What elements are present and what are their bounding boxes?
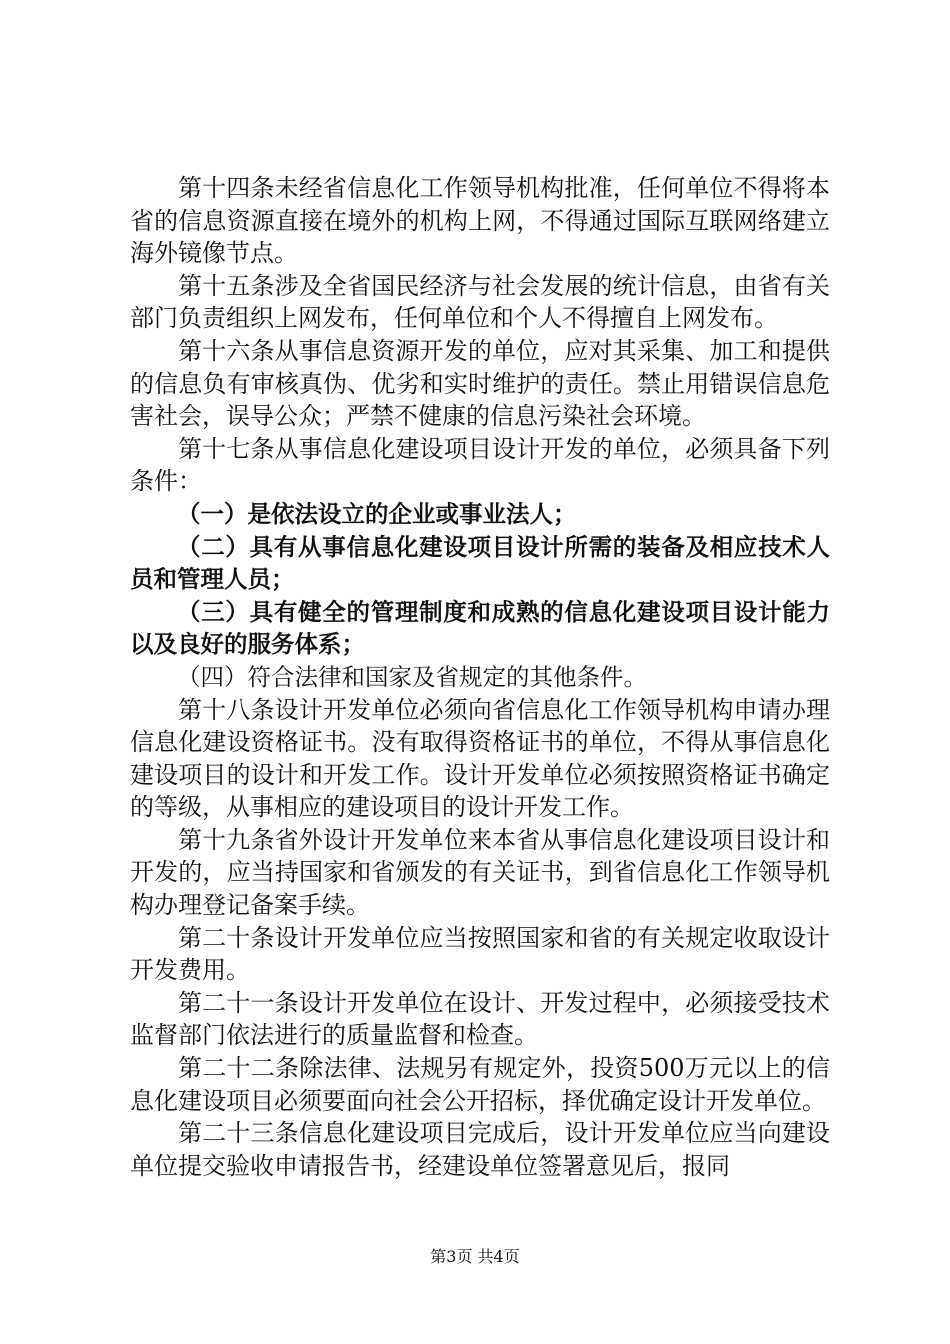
- paragraph-article-18: 第十八条设计开发单位必须向省信息化工作领导机构申请办理信息化建设资格证书。没有取得资格证书的单位，不得从事信息化建设项目的设计和开发工作。设计开发单位必须按照资格证书确定的等级，从事相应的建设项目的设计开发工作。: [130, 695, 830, 822]
- page-footer: 第3页 共4页: [430, 1247, 520, 1266]
- condition-item-2: （二）具有从事信息化建设项目设计所需的装备及相应技术人员和管理人员；: [130, 532, 830, 594]
- paragraph-article-14: 第十四条未经省信息化工作领导机构批准，任何单位不得将本省的信息资源直接在境外的机构上网，不得通过国际互联网络建立海外镜像节点。: [130, 174, 830, 268]
- paragraph-article-21: 第二十一条设计开发单位在设计、开发过程中，必须接受技术监督部门依法进行的质量监督和检查。: [130, 988, 830, 1050]
- paragraph-article-22: 第二十二条除法律、法规另有规定外，投资500万元以上的信息化建设项目必须要面向社会公开招标，择优确定设计开发单位。: [130, 1054, 830, 1115]
- condition-item-1: （一）是依法设立的企业或事业法人；: [177, 499, 577, 528]
- paragraph-article-17: 第十七条从事信息化建设项目设计开发的单位，必须具备下列条件：: [130, 434, 830, 496]
- paragraph-article-23: 第二十三条信息化建设项目完成后，设计开发单位应当向建设单位提交验收申请报告书，经建设单位签署意见后，报同: [130, 1119, 830, 1180]
- paragraph-article-20: 第二十条设计开发单位应当按照国家和省的有关规定收取设计开发费用。: [130, 923, 830, 985]
- paragraph-article-19: 第十九条省外设计开发单位来本省从事信息化建设项目设计和开发的，应当持国家和省颁发的有关证书，到省信息化工作领导机构办理登记备案手续。: [130, 825, 830, 920]
- document-body: [130, 172, 830, 1182]
- condition-item-4: （四）符合法律和国家及省规定的其他条件。: [177, 662, 647, 691]
- paragraph-article-16: 第十六条从事信息资源开发的单位，应对其采集、加工和提供的信息负有审核真伪、优劣和实时维护的责任。禁止用错误信息危害社会，误导公众；严禁不健康的信息污染社会环境。: [130, 336, 830, 431]
- paragraph-article-15: 第十五条涉及全省国民经济与社会发展的统计信息，由省有关部门负责组织上网发布，任何单位和个人不得擅自上网发布。: [130, 271, 830, 333]
- condition-item-3: （三）具有健全的管理制度和成熟的信息化建设项目设计能力以及良好的服务体系；: [130, 597, 830, 659]
